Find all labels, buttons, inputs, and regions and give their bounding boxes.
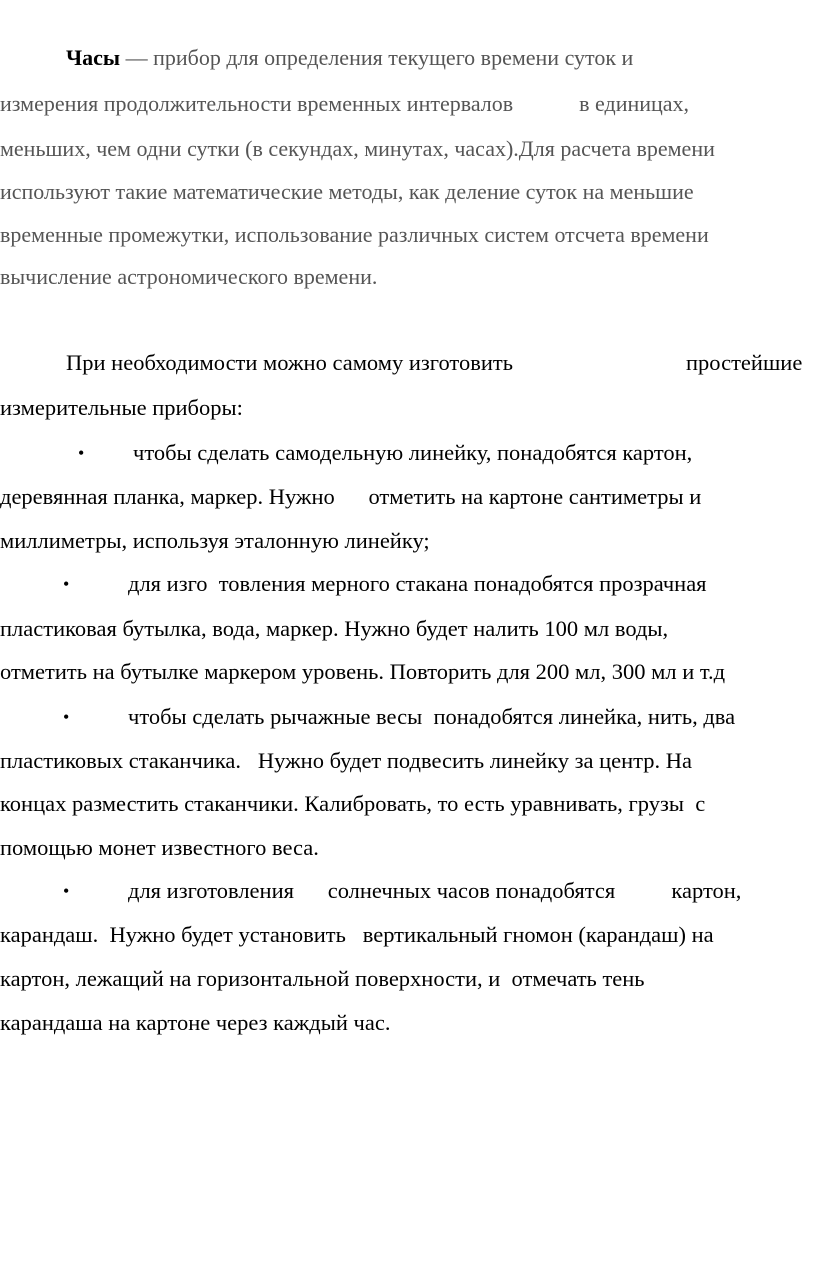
- bullet-icon: •: [63, 881, 70, 901]
- bullet1-line2: деревянная планка, маркер. Нужно отметить на картоне сантиметры и: [0, 484, 702, 509]
- bullet-icon: •: [63, 707, 70, 727]
- bullet1-first: чтобы сделать самодельную линейку, понадобятся картон,: [133, 440, 693, 465]
- para1-line4: используют такие математические методы, как деление суток на меньшие: [0, 179, 694, 204]
- bullet-icon: •: [63, 574, 70, 594]
- para1-line5: временные промежутки, использование различных систем отсчета времени: [0, 222, 709, 247]
- para2-line1a: При необходимости можно самому изготовить: [66, 350, 513, 375]
- para1-line1-rest: — прибор для определения текущего времени суток и: [120, 45, 634, 70]
- bullet3-line2: пластиковых стаканчика. Нужно будет подвесить линейку за центр. На: [0, 748, 692, 773]
- bullet3-line4: помощью монет известного веса.: [0, 835, 319, 860]
- para1-line2: измерения продолжительности временных интервалов в единицах,: [0, 91, 690, 116]
- bullet4-line3: картон, лежащий на горизонтальной поверхности, и отмечать тень: [0, 966, 645, 991]
- bullet2-line3: отметить на бутылке маркером уровень. Повторить для 200 мл, 300 мл и т.д: [0, 659, 726, 684]
- bullet3-first: чтобы сделать рычажные весы понадобятся линейка, нить, два: [128, 704, 736, 729]
- para1-line1: [66, 44, 633, 72]
- para1-line6: вычисление астрономического времени.: [0, 264, 378, 289]
- bullet4-first: для изготовления солнечных часов понадобятся картон,: [128, 878, 742, 903]
- bullet4-line2: карандаш. Нужно будет установить вертикальный гномон (карандаш) на: [0, 922, 714, 947]
- bullet4-line4: карандаша на картоне через каждый час.: [0, 1010, 391, 1035]
- bullet3-line3: концах разместить стаканчики. Калибровать, то есть уравнивать, грузы с: [0, 791, 706, 816]
- term-clocks: Часы: [66, 45, 121, 70]
- bullet2-line2: пластиковая бутылка, вода, маркер. Нужно будет налить 100 мл воды,: [0, 616, 669, 641]
- bullet1-line3: миллиметры, используя эталонную линейку;: [0, 528, 430, 553]
- bullet-icon: •: [78, 443, 85, 463]
- para2-line1b: простейшие: [686, 350, 803, 375]
- para2-line2: измерительные приборы:: [0, 395, 243, 420]
- para1-line3: меньших, чем одни сутки (в секундах, минутах, часах).Для расчета времени: [0, 136, 715, 161]
- bullet2-first: для изго товления мерного стакана понадобятся прозрачная: [128, 571, 707, 596]
